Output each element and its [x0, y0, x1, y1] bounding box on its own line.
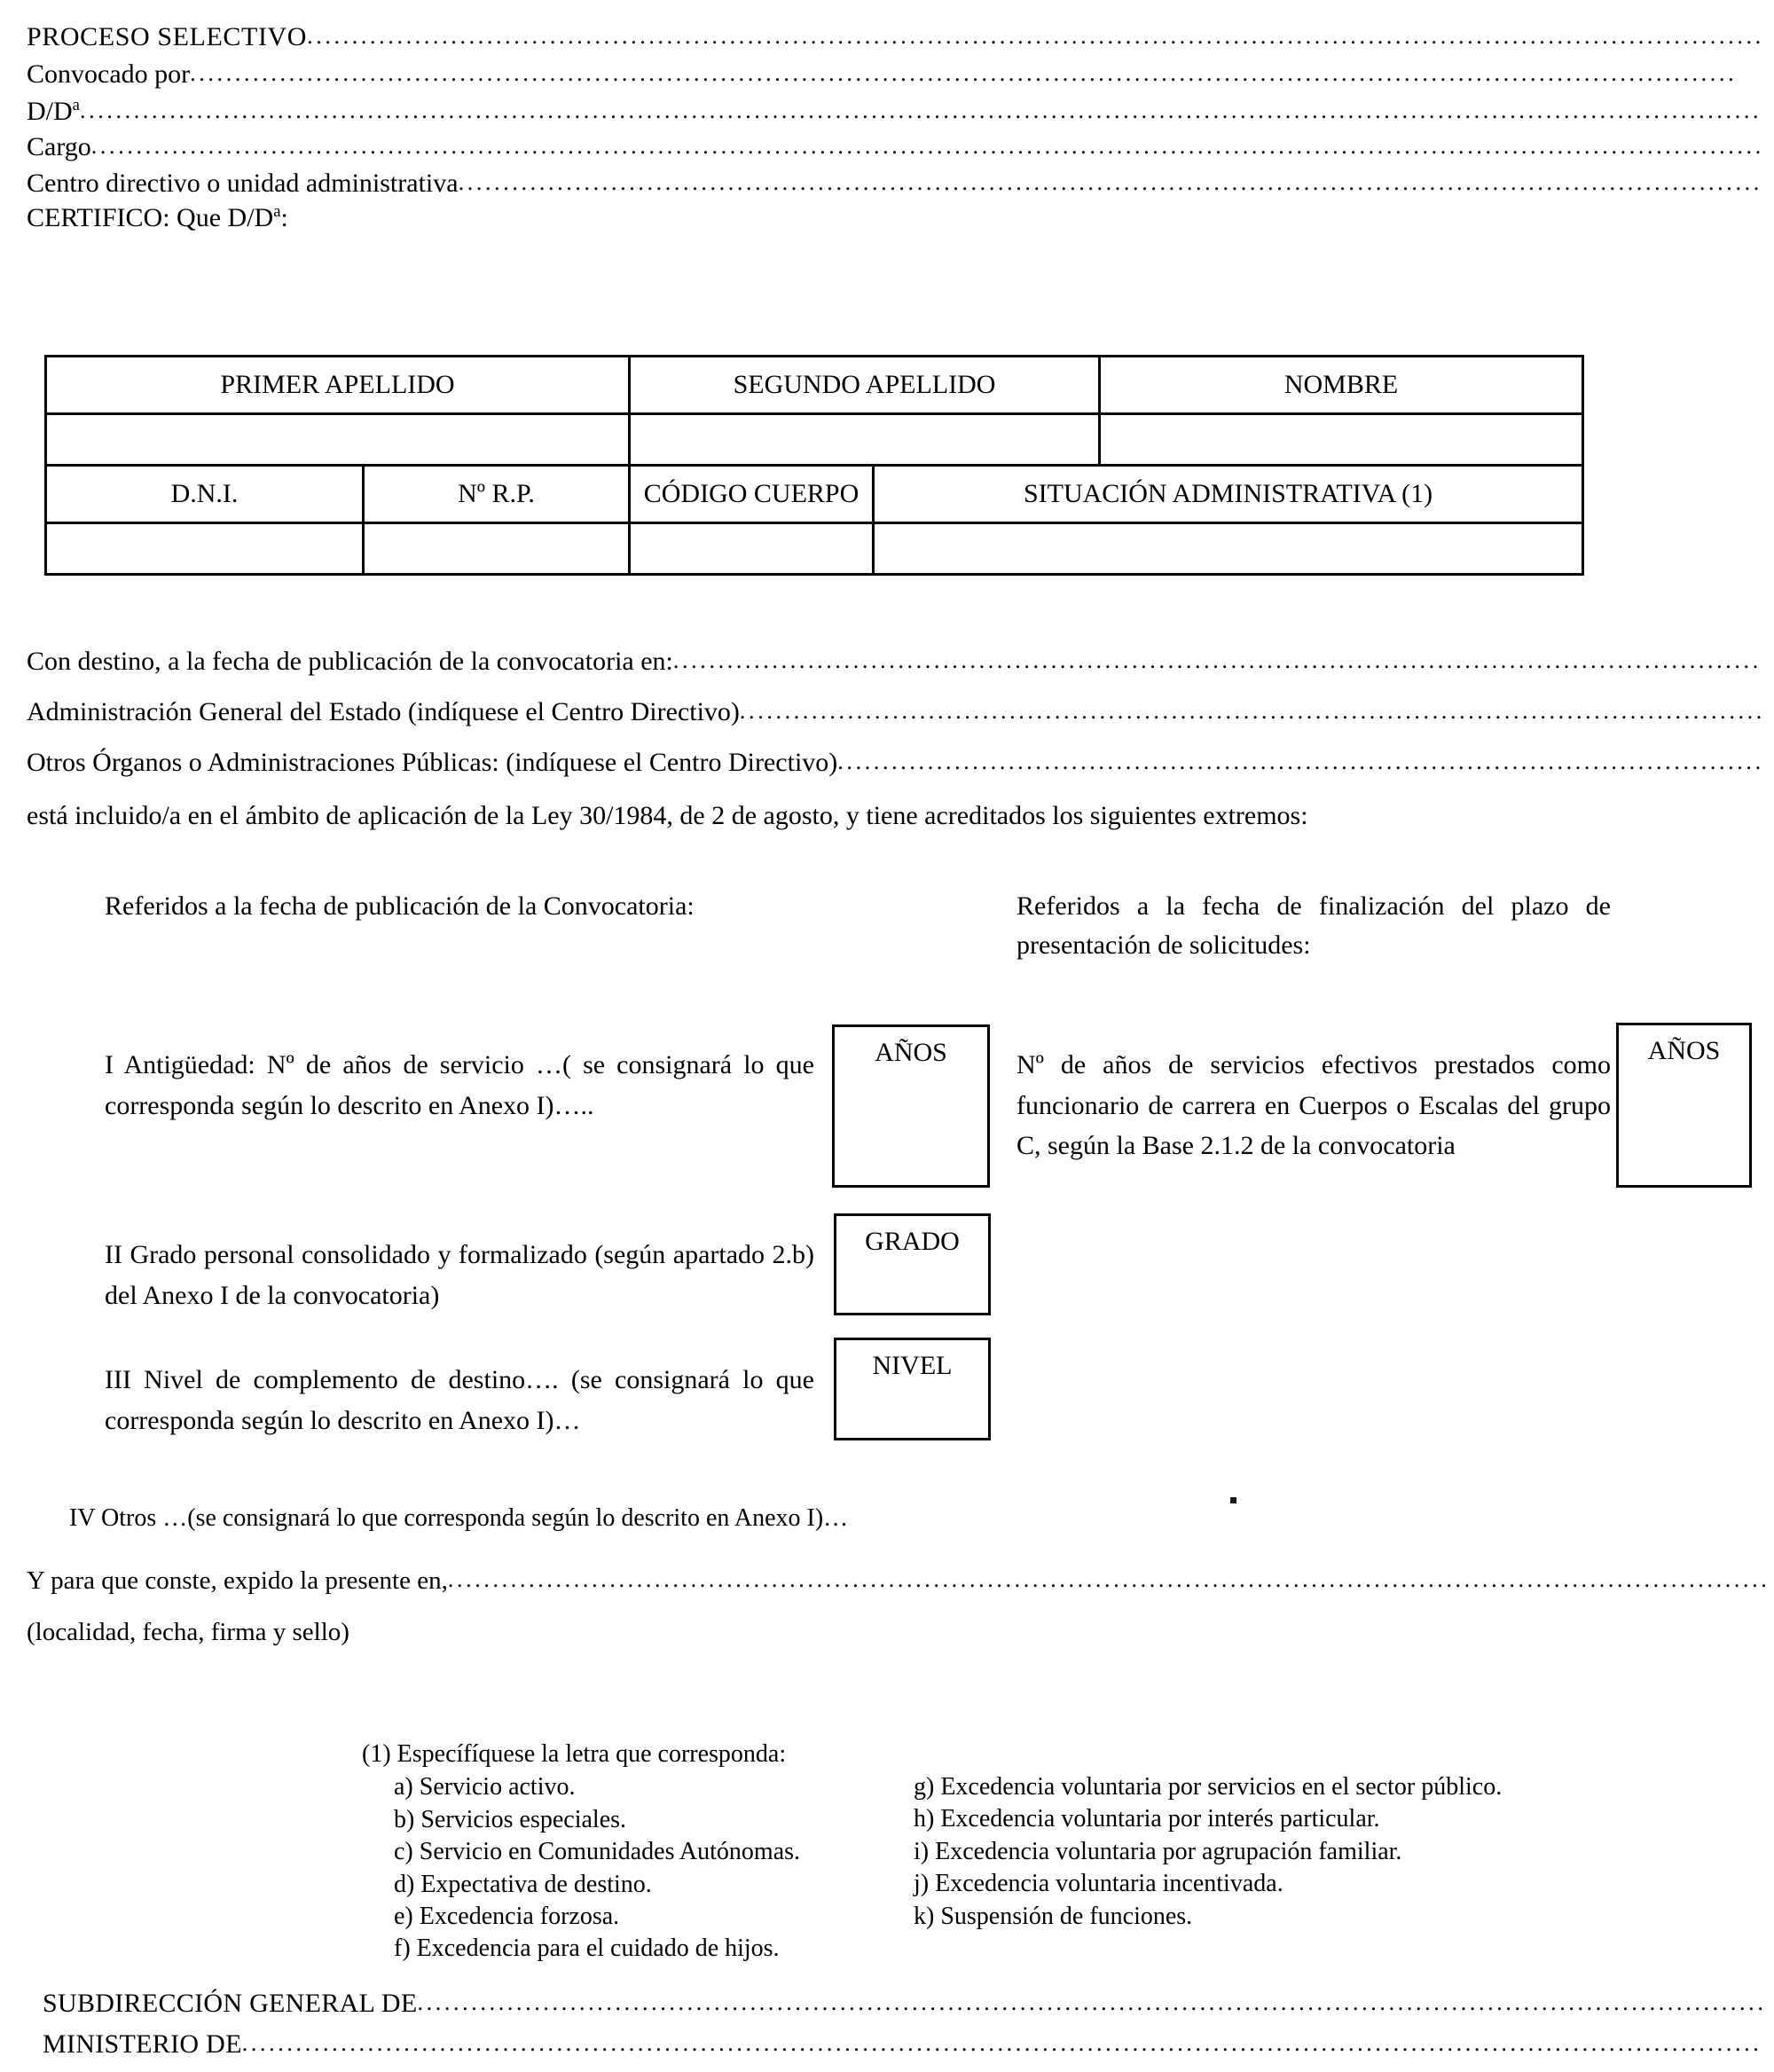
list-item: j) Excedencia voluntaria incentivada. — [914, 1870, 1283, 1898]
certifico-heading — [27, 202, 288, 233]
header-nombre: NOMBRE — [1100, 357, 1583, 414]
list-item: i) Excedencia voluntaria por agrupación familiar. — [914, 1837, 1402, 1865]
item-grado-text: II Grado personal consolidado y formalizado (según apartado 2.b) del Anexo I de la convocatoria) — [105, 1240, 814, 1310]
header-situacion-administrativa: SITUACIÓN ADMINISTRATIVA (1) — [874, 466, 1583, 523]
field-proceso-selectivo[interactable] — [27, 22, 1761, 52]
header-codigo-cuerpo: CÓDIGO CUERPO — [630, 466, 874, 523]
field-expido-presente[interactable] — [27, 1566, 1765, 1596]
field-cargo[interactable] — [27, 132, 1761, 162]
leader-dots — [91, 135, 1761, 158]
leader-dots — [307, 25, 1761, 48]
field-centro-directivo[interactable] — [27, 169, 1761, 199]
list-item: e) Excedencia forzosa. — [394, 1902, 620, 1930]
leader-dots — [80, 99, 1761, 122]
list-item: f) Excedencia para el cuidado de hijos. — [394, 1935, 780, 1963]
table-row — [46, 414, 1583, 466]
box-nivel-label: NIVEL — [872, 1351, 953, 1380]
box-antiguedad-anos-label: AÑOS — [875, 1038, 947, 1067]
right-column-heading: Referidos a la fecha de finalización del plazo de presentación de solicitudes: — [1017, 891, 1611, 960]
leader-dots — [417, 1991, 1763, 2014]
input-situacion-administrativa[interactable] — [874, 523, 1583, 575]
list-item: k) Suspensión de funciones. — [914, 1902, 1193, 1930]
table-row — [46, 523, 1583, 575]
box-antiguedad-anos[interactable] — [832, 1024, 990, 1188]
list-item: a) Servicio activo. — [394, 1773, 576, 1801]
left-column-heading: Referidos a la fecha de publicación de la Convocatoria: — [105, 891, 695, 921]
input-codigo-cuerpo[interactable] — [630, 523, 874, 575]
item-otros-text: IV Otros …(se consignará lo que corresponda según lo descrito en Anexo I)… — [69, 1504, 849, 1532]
field-con-destino[interactable] — [27, 647, 1761, 677]
leader-dots — [837, 750, 1761, 773]
field-cargo-label: Cargo — [27, 132, 91, 161]
list-item: h) Excedencia voluntaria por interés particular. — [914, 1805, 1380, 1833]
header-nrp: Nº R.P. — [364, 466, 630, 523]
field-nombre-apellidos[interactable] — [27, 96, 1761, 127]
list-item: b) Servicios especiales. — [394, 1805, 627, 1833]
header-segundo-apellido: SEGUNDO APELLIDO — [630, 357, 1100, 414]
field-ministerio[interactable] — [43, 2029, 1763, 2060]
field-ministerio-label: MINISTERIO DE — [43, 2029, 242, 2059]
scan-speck — [1230, 1497, 1236, 1503]
header-dni: D.N.I. — [46, 466, 364, 523]
item-nivel-text: III Nivel de complemento de destino…. (se consignará lo que corresponda según lo descrito en Anexo I)… — [105, 1365, 814, 1435]
ley-ambito-text: está incluido/a en el ámbito de aplicación de la Ley 30/1984, de 2 de agosto, y tiene acreditados los siguientes extremos: — [27, 801, 1308, 830]
input-primer-apellido[interactable] — [46, 414, 630, 466]
input-nrp[interactable] — [364, 523, 630, 575]
field-subdireccion-general-label: SUBDIRECCIÓN GENERAL DE — [43, 1989, 418, 2018]
field-expido-presente-label: Y para que conste, expido la presente en, — [27, 1566, 448, 1595]
list-item: d) Expectativa de destino. — [394, 1870, 652, 1898]
header-primer-apellido: PRIMER APELLIDO — [46, 357, 630, 414]
legend-right-column — [914, 1771, 1502, 1933]
field-administracion-general-label: Administración General del Estado (indíquese el Centro Directivo) — [27, 697, 740, 726]
item-servicios-efectivos-text: Nº de años de servicios efectivos prestados como funcionario de carrera en Cuerpos o Escalas del grupo C, según la Base 2.1.2 de la convocatoria — [1017, 1050, 1611, 1161]
box-servicios-anos-label: AÑOS — [1647, 1036, 1721, 1065]
table-row — [46, 466, 1583, 523]
field-convocado-por-label: Convocado por — [27, 59, 191, 89]
leader-dots — [673, 649, 1761, 672]
field-con-destino-label: Con destino, a la fecha de publicación de la convocatoria en: — [27, 647, 673, 676]
certifico-heading-text: CERTIFICO: Que $D/D^a$: — [27, 202, 288, 232]
box-grado-label: GRADO — [865, 1227, 960, 1256]
leader-dots — [190, 62, 1739, 85]
field-otros-organos-label: Otros Órganos o Administraciones Públicas: (indíquese el Centro Directivo) — [27, 748, 838, 777]
field-otros-organos[interactable] — [27, 748, 1761, 778]
list-item: c) Servicio en Comunidades Autónomas. — [394, 1838, 801, 1866]
list-item: g) Excedencia voluntaria por servicios en el sector público. — [914, 1773, 1503, 1801]
legend-situacion-administrativa — [362, 1738, 800, 1966]
field-proceso-selectivo-label: PROCESO SELECTIVO — [27, 22, 308, 51]
item-antiguedad-text: I Antigüedad: Nº de años de servicio …( se consignará lo que corresponda según lo descrito en Anexo I)….. — [105, 1050, 814, 1120]
box-servicios-anos[interactable] — [1616, 1023, 1752, 1188]
field-nombre-apellidos-label: $D/D^a$ — [27, 96, 80, 126]
table-row — [46, 357, 1583, 414]
field-administracion-general[interactable] — [27, 697, 1761, 727]
legend-left-list — [362, 1771, 800, 1965]
leader-dots — [448, 1568, 1765, 1591]
box-nivel[interactable] — [834, 1338, 991, 1440]
legend-right-list — [914, 1771, 1502, 1933]
input-dni[interactable] — [46, 523, 364, 575]
datos-personales-table — [44, 355, 1584, 576]
leader-dots — [242, 2032, 1763, 2055]
leader-dots — [740, 700, 1761, 723]
field-centro-directivo-label: Centro directivo o unidad administrativa — [27, 169, 459, 198]
field-convocado-por[interactable] — [27, 59, 1739, 90]
localidad-fecha-firma-hint: (localidad, fecha, firma y sello) — [27, 1618, 349, 1646]
input-nombre[interactable] — [1100, 414, 1583, 466]
legend-title: (1) Específíquese la letra que corresponda: — [362, 1740, 787, 1768]
field-subdireccion-general[interactable] — [43, 1989, 1763, 2019]
leader-dots — [459, 171, 1761, 194]
input-segundo-apellido[interactable] — [630, 414, 1100, 466]
box-grado[interactable] — [834, 1213, 991, 1315]
